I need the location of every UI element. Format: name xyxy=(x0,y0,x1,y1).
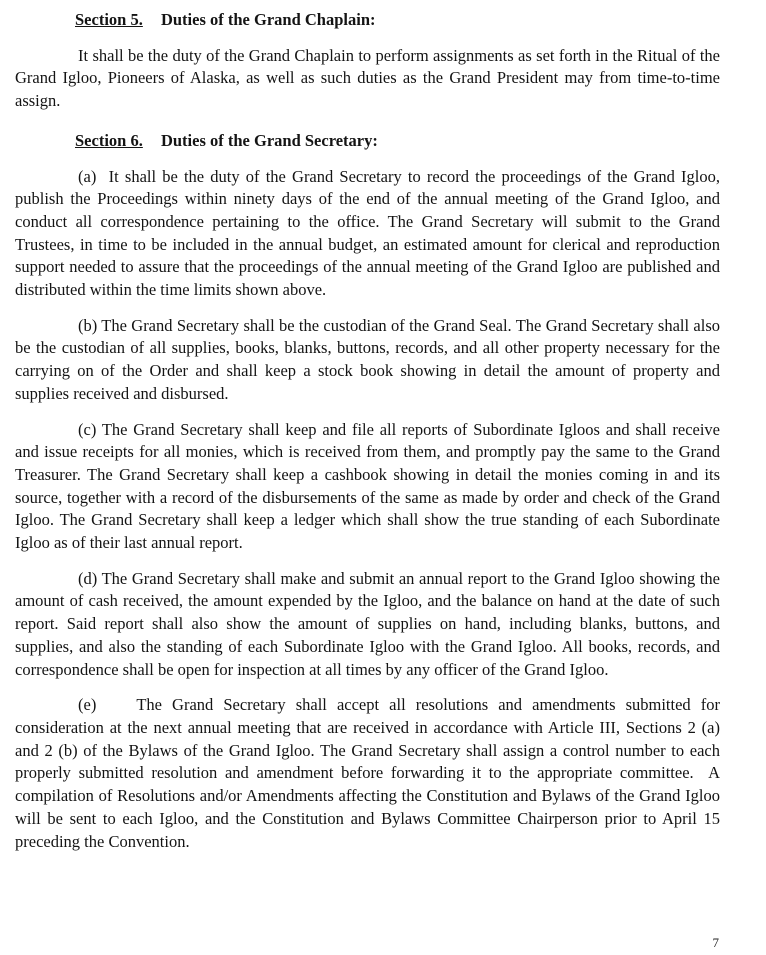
section-5 xyxy=(15,9,720,113)
section-6-paragraph-d: (d) The Grand Secretary shall make and submit an annual report to the Grand Igloo showing the amount of cash received, the amount expended by the Igloo, and the balance on hand at the date of such report. Said report shall also show the amount of supplies on hand, including blanks, buttons, and supplies, and also the standing of each Subordinate Igloo with the Grand Igloo. All books, records, and correspondence shall be open for inspection at all times by any officer of the Grand Igloo. xyxy=(15,568,720,679)
section-6-number: Section 6. xyxy=(75,130,143,150)
section-5-paragraph: It shall be the duty of the Grand Chaplain to perform assignments as set forth in the Ritual of the Grand Igloo, Pioneers of Alaska, as well as such duties as the Grand President may from time-to-time assign. xyxy=(15,45,720,111)
section-5-number: Section 5. xyxy=(75,10,143,29)
section-5-heading xyxy=(15,9,720,32)
section-6-title: Duties of the Grand Secretary: xyxy=(160,130,378,150)
section-6-heading xyxy=(15,130,720,153)
page-number: 7 xyxy=(712,935,719,950)
section-6 xyxy=(15,130,720,853)
section-6-paragraph-e: (e) The Grand Secretary shall accept all resolutions and amendments submitted for consideration at the next annual meeting that are received in accordance with Article III, Sections 2 (a) and 2 (b) of the Bylaws of the Grand Igloo. The Grand Secretary shall assign a control number to each properly submitted resolution and amendment before forwarding it to the appropriate committee. A compilation of Resolutions and/or Amendments affecting the Constitution and Bylaws of the Grand Igloo will be sent to each Igloo, and the Constitution and Bylaws Committee Chairperson prior to April 15 preceding the Convention. xyxy=(15,695,720,851)
section-6-paragraph-c: (c) The Grand Secretary shall keep and file all reports of Subordinate Igloos and shall receive and issue receipts for all monies, which is received from them, and promptly pay the same to the Grand Treasurer. The Grand Secretary shall keep a cashbook showing in detail the monies coming in and its source, together with a record of the disbursements of the same as made by order and check of the Grand Igloo. The Grand Secretary shall keep a ledger which shall show the true standing of each Subordinate Igloo as of their last annual report. xyxy=(15,419,720,553)
section-6-paragraph-a: (a) It shall be the duty of the Grand Secretary to record the proceedings of the Grand Igloo, publish the Proceedings within ninety days of the end of the annual meeting of the Grand Igloo, and conduct all correspondence pertaining to the office. The Grand Secretary will submit to the Grand Trustees, in time to be included in the annual budget, an estimated amount for clerical and reproduction support needed to assure that the proceedings of the annual meeting of the Grand Igloo are published and distributed within the time limits shown above. xyxy=(15,166,720,300)
section-6-paragraph-b: (b) The Grand Secretary shall be the custodian of the Grand Seal. The Grand Secretary shall also be the custodian of all supplies, books, blanks, buttons, records, and all other property necessary for the carrying on of the Order and shall keep a stock book showing in detail the amount of property and supplies received and disbursed. xyxy=(15,315,720,403)
section-5-title: Duties of the Grand Chaplain: xyxy=(160,10,376,29)
